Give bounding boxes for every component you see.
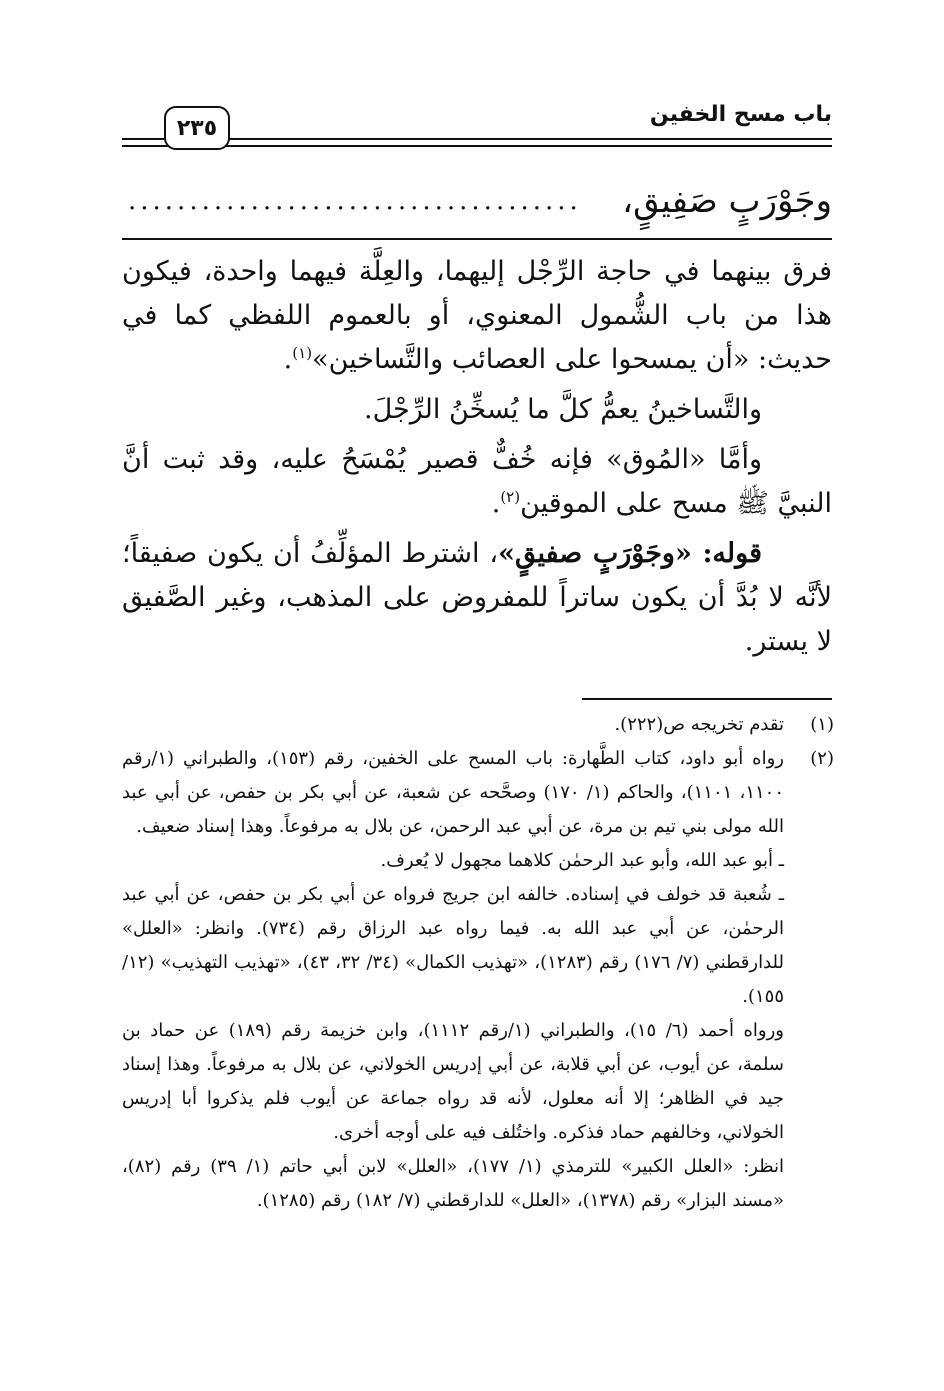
commentary-paragraph: وأمَّا «المُوق» فإنه خُفٌّ قصير يُمْسَحُ عليه، وقد ثبت أنَّ النبيَّ ﷺ مسح على الموقين$^{(٢)}$. — [122, 444, 832, 519]
commentary-body — [122, 250, 832, 670]
footnote-separator — [582, 698, 832, 700]
commentary-paragraph: والتَّساخينُ يعمُّ كلَّ ما يُسخِّنُ الرِّجْلَ. — [364, 394, 762, 425]
footnote — [122, 708, 834, 742]
footnotes — [122, 708, 834, 1218]
commentary-paragraph: فرق بينهما في حاجة الرِّجْل إليهما، والعِلَّة فيهما واحدة، فيكون هذا من باب الشُّمول المعنوي، أو بالعموم اللفظي كما في حديث: «أن يمسحوا على العصائب والتَّساخين»$^{(١)}$. — [122, 256, 832, 375]
footnote-text: ورواه أحمد (٦/ ١٥)، والطبراني (١/رقم ١١١٢)، وابن خزيمة رقم (١٨٩) عن حماد بن سلمة، عن أيوب، عن أبي قلابة، عن أبي إدريس الخولاني، عن بلال به مرفوعاً. وهذا إسناد جيد في الظاهر؛ إلا أنه معلول، لأنه قد رواه جماعة عن أيوب فلم يذكروا أبا إدريس الخولاني، وخالفهم حماد فذكره. واختُلف فيه على أوجه أخرى. — [122, 1020, 785, 1143]
footnote-text: ـ شُعبة قد خولف في إسناده. خالفه ابن جريج فرواه عن أبي بكر بن حفص، عن أبي عبد الرحمٰن، عن أبي عبد الله به. فيما رواه عبد الرزاق رقم (٧٣٤). وانظر: «العلل» للدارقطني (٧/ ١٧٦) رقم (١٢٨٣)، «تهذيب الكمال» (٣٤/ ٣٢، ٤٣)، «تهذيب التهذيب» (١٢/ ١٥٥). — [122, 884, 784, 1007]
footnote — [122, 742, 834, 1218]
commentary-paragraph: قوله: «وجَوْرَبٍ صفيقٍ»، اشترط المؤلِّفُ أن يكون صفيقاً؛ لأنَّه لا بُدَّ أن يكون ساتراً للمفروض على المذهب، وغير الصَّفيق لا يستر. — [122, 538, 832, 657]
footnote-body — [122, 708, 784, 742]
running-header — [122, 98, 832, 160]
matn-divider — [122, 238, 832, 240]
footnote-ref: (٢) — [500, 488, 521, 506]
footnote-ref: (١) — [292, 344, 313, 362]
matn-line — [128, 172, 832, 230]
page-number: ٢٣٥ — [164, 106, 230, 150]
matn-text: وجَوْرَبٍ صَفِيقٍ، — [622, 181, 832, 221]
matn-quote-lead: قوله: «وجَوْرَبٍ صفيقٍ» — [498, 538, 762, 569]
footnote-text: ـ أبو عبد الله، وأبو عبد الرحمٰن كلاهما مجهول لا يُعرف. — [380, 850, 784, 871]
footnote-text: رواه أبو داود، كتاب الطَّهارة: باب المسح على الخفين، رقم (١٥٣)، والطبراني (١/رقم ١١٠٠، ١١٠١)، والحاكم (١/ ١٧٠) وصحَّحه عن شعبة، عن أبي بكر بن حفص، عن أبي عبد الله مولى بني تيم بن مرة، عن أبي عبد الرحمن، عن بلال به مرفوعاً. وهذا إسناد ضعيف. — [122, 748, 784, 837]
matn-dots: ..................................... — [128, 186, 582, 216]
footnote-text: تقدم تخريجه ص(٢٢٢). — [614, 714, 784, 735]
footnote-number: (٢) — [810, 748, 834, 769]
footnote-text: انظر: «العلل الكبير» للترمذي (١/ ١٧٧)، «العلل» لابن أبي حاتم (١/ ٣٩) رقم (٨٢)، «مسند البزار» رقم (١٣٧٨)، «العلل» للدارقطني (٧/ ١٨٢) رقم (١٢٨٥). — [122, 1156, 784, 1211]
footnote-number: (١) — [810, 714, 834, 735]
chapter-title: باب مسح الخفين — [649, 102, 832, 127]
footnote-body — [122, 742, 784, 1218]
